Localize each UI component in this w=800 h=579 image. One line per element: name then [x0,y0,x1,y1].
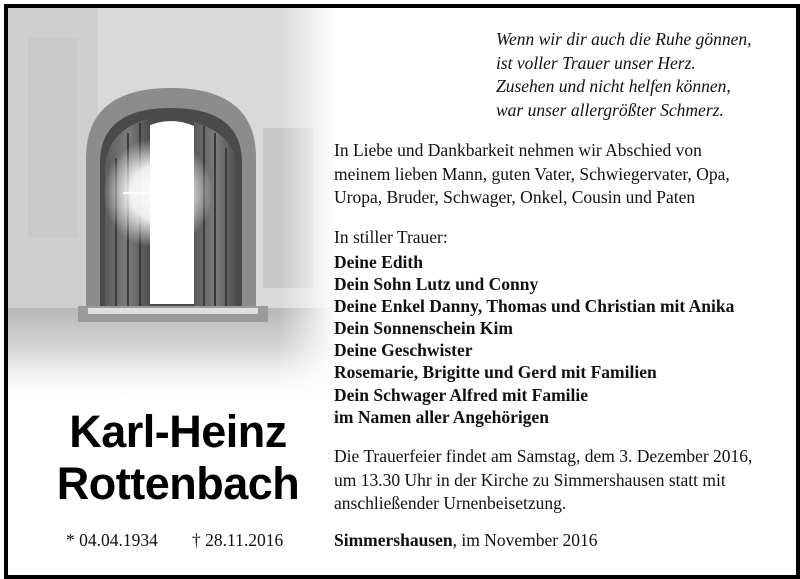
mourners-list [334,251,794,428]
ceremony-info [334,445,794,516]
poem-line: Wenn wir dir auch die Ruhe gönnen, [496,29,752,49]
place-date [334,530,597,551]
ceremony-line: um 13.30 Uhr in der Kirche zu Simmershausen statt mit [334,469,726,490]
farewell-text [334,139,784,210]
mourner-entry: im Namen aller Angehörigen [334,406,550,427]
mourner-entry: Dein Schwager Alfred mit Familie [334,384,589,405]
deceased-name [8,406,348,510]
deceased-last-name: Rottenbach [56,458,300,509]
farewell-line: In Liebe und Dankbarkeit nehmen wir Abschied von [334,140,702,160]
ceremony-line: Die Trauerfeier findet am Samstag, dem 3. Dezember 2016, [334,446,753,466]
farewell-line: meinem lieben Mann, guten Vater, Schwiegervater, Opa, [334,163,730,184]
poem-line: war unser allergrößter Schmerz. [496,99,724,120]
memorial-poem [496,28,786,122]
mourner-entry: Deine Enkel Danny, Thomas und Christian mit Anika [334,296,735,317]
death-date: † 28.11.2016 [192,530,284,550]
deceased-first-name: Karl-Heinz [69,406,287,457]
mourning-heading: In stiller Trauer: [334,227,448,247]
open-door-light-image [8,8,338,408]
birth-date: * 04.04.1934 [66,530,158,550]
obituary-notice [4,4,800,579]
ceremony-line: anschließender Urnenbeisetzung. [334,493,567,513]
place-date-text: , im November 2016 [452,530,598,550]
place-town: Simmershausen [334,530,453,550]
mourner-entry: Dein Sonnenschein Kim [334,318,513,339]
mourner-entry: Dein Sohn Lutz und Conny [334,274,539,295]
mourner-entry: Deine Edith [334,252,423,272]
farewell-line: Uropa, Bruder, Schwager, Onkel, Cousin und Paten [334,187,696,207]
mourner-entry: Rosemarie, Brigitte und Gerd mit Familien [334,362,657,383]
mourner-entry: Deine Geschwister [334,340,473,361]
poem-line: Zusehen und nicht helfen können, [496,76,731,96]
poem-line: ist voller Trauer unser Herz. [496,52,696,73]
